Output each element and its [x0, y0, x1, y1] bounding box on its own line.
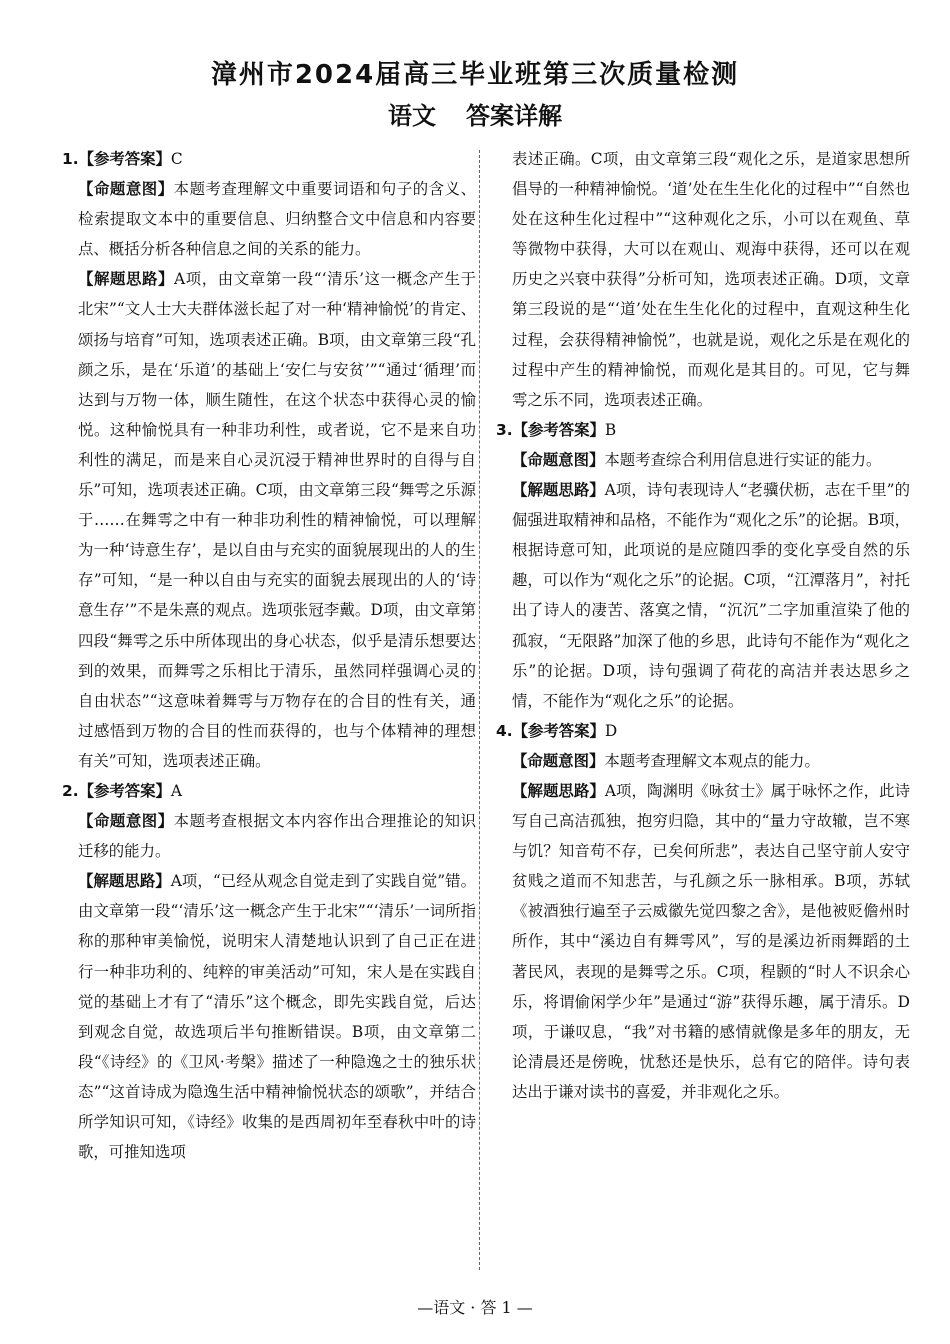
q4-answer-tag: 【参考答案】	[512, 721, 605, 740]
q1-analysis-tag: 【解题思路】	[78, 270, 174, 289]
page-footer: —语文 · 答 1 —	[417, 1298, 533, 1317]
q1-analysis-text: A项，由文章第一段“‘清乐’这一概念产生于北宋”“文人士大夫群体滋长起了对一种‘精神愉悦’的肯定、颂扬与培育”可知，选项表述正确。B项，由文章第三段“孔颜之乐，是在‘乐道’的基础上‘安仁与安贫’”“通过‘循理’而达到与万物一体，顺生随性，在这个状态中获得心灵的愉悦。这种愉悦具有一种非功利性，或者说，它不是来自功利性的满足，而是来自心灵沉浸于精神世界时的自得与自乐”可知，选项表述正确。C项，由文章第三段“舞雩之乐源于……在舞雩之中有一种非功利性的精神愉悦，可以理解为一种‘诗意生存’，是以自由与充实的面貌展现出的人的生存”可知，“是一种以自由与充实的面貌去展现出的人的‘诗意生存’”不是朱熹的观点。选项张冠李戴。D项，由文章第四段“舞雩之乐中所体现出的身心状态，似乎是清乐想要达到的效果，而舞雩之乐相比于清乐，虽然同样强调心灵的自由状态”“这意味着舞雩与万物存在的合目的性有关，通过感悟到万物的合目的性而获得的，也与个体精神的理想有关”可知，选项表述正确。	[78, 270, 476, 770]
q4-number: 4.	[496, 721, 513, 740]
q4-intent	[496, 746, 910, 776]
q2-analysis-continued: 表述正确。C项，由文章第三段“观化之乐，是道家思想所倡导的一种精神愉悦。‘道’处在生生化化的过程中”“自然也处在这种生化过程中”“这种观化之乐，小可以在观鱼、草等微物中获得，大可以在观山、观海中获得，还可以在观历史之兴衰中获得”分析可知，选项表述正确。D项，文章第三段说的是“‘道’处在生生化化的过程中，直观这种生化过程，会获得精神愉悦”，也就是说，观化之乐是在观化的过程中产生的精神愉悦，而观化是其目的。可见，它与舞雩之乐不同，选项表述正确。	[512, 150, 910, 409]
q2-analysis-tag: 【解题思路】	[78, 872, 171, 891]
right-column	[496, 144, 910, 1276]
q4-analysis-tag: 【解题思路】	[512, 781, 605, 800]
q2-answer-line	[62, 776, 476, 806]
subtitle-subject: 语文	[388, 102, 436, 130]
subtitle-detail: 答案详解	[466, 102, 562, 130]
q1-intent-text: 本题考查理解文中重要词语和句子的含义、检索提取文本中的重要信息、归纳整合文中信息和内容要点、概括分析各种信息之间的关系的能力。	[78, 180, 476, 259]
q2-answer: A	[170, 781, 183, 800]
q4-intent-text: 本题考查理解文本观点的能力。	[604, 751, 820, 770]
q1-analysis	[62, 264, 476, 776]
q2-number: 2.	[62, 781, 79, 800]
q2-intent-text: 本题考查根据文本内容作出合理推论的知识迁移的能力。	[78, 812, 476, 861]
q1-intent	[62, 174, 476, 264]
q3-number: 3.	[496, 420, 513, 439]
page-title: 漳州市2024届高三毕业班第三次质量检测	[210, 60, 740, 90]
q2-intent	[62, 806, 476, 866]
q4-answer: D	[604, 721, 618, 740]
q1-intent-tag: 【命题意图】	[78, 180, 174, 199]
q3-analysis	[496, 475, 910, 716]
q1-number: 1.	[62, 150, 79, 168]
q1-answer-tag: 【参考答案】	[78, 150, 171, 168]
q3-intent	[496, 445, 910, 475]
q3-analysis-tag: 【解题思路】	[512, 481, 605, 500]
q1-answer-line	[62, 144, 476, 174]
q4-analysis	[496, 776, 910, 1107]
q2-intent-tag: 【命题意图】	[78, 812, 174, 831]
left-column	[62, 144, 476, 1276]
q2-analysis-text: A项，“已经从观念自觉走到了实践自觉”错。由文章第一段“‘清乐’这一概念产生于北宋”“‘清乐’一词所指称的那种审美愉悦，说明宋人清楚地认识到了自己正在进行一种非功利的、纯粹的审美活动”可知，宋人是在实践自觉的基础上才有了“清乐”这个概念，即先实践自觉，后达到观念自觉，故选项后半句推断错误。B项，由文章第二段“《诗经》的《卫风·考槃》描述了一种隐逸之士的独乐状态”“这首诗成为隐逸生活中精神愉悦状态的颂歌”，并结合所学知识可知，《诗经》收集的是西周初年至春秋中叶的诗歌，可推知选项	[78, 872, 476, 1162]
q3-analysis-text: A项，诗句表现诗人“老骥伏枥，志在千里”的倔强进取精神和品格，不能作为“观化之乐”的论据。B项，根据诗意可知，此项说的是应随四季的变化享受自然的乐趣，可以作为“观化之乐”的论据。C项，“江潭落月”，衬托出了诗人的凄苦、落寞之情，“沉沉”二字加重渲染了他的孤寂，“无限路”加深了他的乡思，此诗句不能作为“观化之乐”的论据。D项，诗句强调了荷花的高洁并表达思乡之情，不能作为“观化之乐”的论据。	[512, 481, 910, 710]
page-subtitle	[0, 100, 950, 132]
q3-answer: B	[604, 420, 617, 439]
q3-intent-tag: 【命题意图】	[512, 450, 605, 469]
column-divider	[479, 150, 480, 1270]
q4-intent-tag: 【命题意图】	[512, 751, 605, 770]
q4-analysis-text: A项，陶渊明《咏贫士》属于咏怀之作，此诗写自己高洁孤独，抱穷归隐，其中的“量力守故辙，岂不寒与饥？知音苟不存，已矣何所悲”，表达自己坚守前人安守贫贱之道而不知悲苦，与孔颜之乐一脉相承。B项，苏轼《被酒独行遍至子云威徽先觉四黎之舍》，是他被贬儋州时所作，其中“溪边自有舞雩风”，写的是溪边祈雨舞蹈的土著民风，表现的是舞雩之乐。C项，程颢的“时人不识余心乐，将谓偷闲学少年”是通过“游”获得乐趣，属于清乐。D项，于谦叹息，“我”对书籍的感情就像是多年的朋友，无论清晨还是傍晚，忧愁还是快乐，总有它的陪伴。诗句表达出于谦对读书的喜爱，并非观化之乐。	[512, 781, 910, 1101]
q3-answer-tag: 【参考答案】	[512, 420, 605, 439]
q1-answer: C	[170, 150, 183, 168]
q4-answer-line	[496, 716, 910, 746]
q2-analysis	[62, 866, 476, 1167]
q3-intent-text: 本题考查综合利用信息进行实证的能力。	[604, 450, 882, 469]
q3-answer-line	[496, 415, 910, 445]
q2-answer-tag: 【参考答案】	[78, 781, 171, 800]
